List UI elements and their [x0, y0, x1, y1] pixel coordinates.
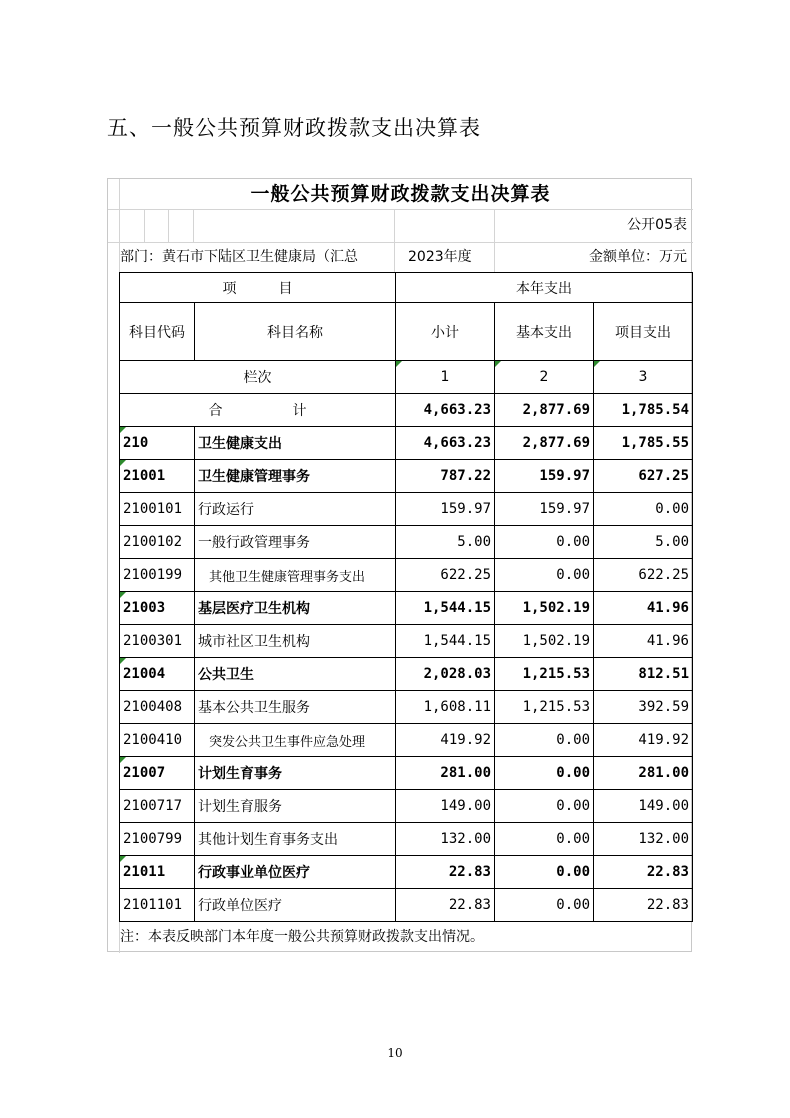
unit-label: 金额单位：万元 [589, 249, 687, 265]
row-project: 281.00 [594, 757, 693, 790]
table-row [120, 724, 693, 757]
row-basic: 0.00 [495, 757, 594, 790]
row-subtotal: 1,544.15 [396, 625, 495, 658]
column-number-3: 3 [594, 361, 693, 394]
row-basic: 0.00 [495, 526, 594, 559]
row-project: 149.00 [594, 790, 693, 823]
table-row [120, 592, 693, 625]
row-code: 21011 [120, 856, 195, 889]
row-basic: 1,502.19 [495, 592, 594, 625]
row-basic: 0.00 [495, 889, 594, 922]
row-code: 2100408 [120, 691, 195, 724]
column-number-2: 2 [495, 361, 594, 394]
cell-marker-icon [120, 427, 126, 433]
header-annual-expenditure: 本年支出 [396, 273, 693, 303]
cell-marker-icon [120, 460, 126, 466]
row-name: 突发公共卫生事件应急处理 [195, 724, 396, 757]
row-project: 812.51 [594, 658, 693, 691]
row-code: 2100101 [120, 493, 195, 526]
row-project: 419.92 [594, 724, 693, 757]
header-item: 项 目 [120, 273, 396, 303]
row-basic: 1,215.53 [495, 658, 594, 691]
table-note: 注：本表反映部门本年度一般公共预算财政拨款支出情况。 [120, 929, 484, 945]
row-basic: 0.00 [495, 856, 594, 889]
header-name: 科目名称 [195, 303, 396, 361]
row-code: 2100199 [120, 559, 195, 592]
column-number-1: 1 [396, 361, 495, 394]
row-subtotal: 4,663.23 [396, 427, 495, 460]
row-code: 2100799 [120, 823, 195, 856]
row-basic: 2,877.69 [495, 427, 594, 460]
row-name: 其他卫生健康管理事务支出 [195, 559, 396, 592]
table-row [120, 790, 693, 823]
table-row [120, 559, 693, 592]
total-subtotal: 4,663.23 [396, 394, 495, 427]
row-name: 基层医疗卫生机构 [195, 592, 396, 625]
row-code: 21004 [120, 658, 195, 691]
row-basic: 1,215.53 [495, 691, 594, 724]
row-code: 21001 [120, 460, 195, 493]
row-subtotal: 1,608.11 [396, 691, 495, 724]
row-subtotal: 281.00 [396, 757, 495, 790]
row-basic: 0.00 [495, 724, 594, 757]
row-code: 2101101 [120, 889, 195, 922]
cell-marker-icon [594, 361, 600, 367]
row-name: 计划生育事务 [195, 757, 396, 790]
row-basic: 0.00 [495, 790, 594, 823]
row-project: 627.25 [594, 460, 693, 493]
cell-marker-icon [495, 361, 501, 367]
row-subtotal: 159.97 [396, 493, 495, 526]
page-number: 10 [387, 1046, 403, 1060]
header-subtotal: 小计 [396, 303, 495, 361]
table-row [120, 757, 693, 790]
row-code: 2100410 [120, 724, 195, 757]
row-project: 1,785.55 [594, 427, 693, 460]
department-label: 部门：黄石市下陆区卫生健康局（汇总 [120, 249, 358, 265]
table-row [120, 889, 693, 922]
row-basic: 159.97 [495, 460, 594, 493]
row-code: 21007 [120, 757, 195, 790]
row-basic: 0.00 [495, 823, 594, 856]
row-subtotal: 419.92 [396, 724, 495, 757]
row-project: 622.25 [594, 559, 693, 592]
form-code: 公开05表 [627, 217, 687, 233]
row-name: 卫生健康支出 [195, 427, 396, 460]
row-name: 公共卫生 [195, 658, 396, 691]
row-subtotal: 22.83 [396, 889, 495, 922]
total-project: 1,785.54 [594, 394, 693, 427]
table-row [120, 625, 693, 658]
row-subtotal: 787.22 [396, 460, 495, 493]
row-project: 22.83 [594, 889, 693, 922]
row-subtotal: 2,028.03 [396, 658, 495, 691]
cell-marker-icon [120, 658, 126, 664]
row-subtotal: 22.83 [396, 856, 495, 889]
row-project: 22.83 [594, 856, 693, 889]
row-project: 5.00 [594, 526, 693, 559]
header-project: 项目支出 [594, 303, 693, 361]
section-heading: 五、一般公共预算财政拨款支出决算表 [107, 116, 481, 140]
row-code: 2100102 [120, 526, 195, 559]
expenditure-table [119, 272, 693, 922]
row-subtotal: 149.00 [396, 790, 495, 823]
row-code: 21003 [120, 592, 195, 625]
total-label: 合 计 [120, 394, 396, 427]
row-code: 210 [120, 427, 195, 460]
row-basic: 159.97 [495, 493, 594, 526]
row-basic: 0.00 [495, 559, 594, 592]
row-name: 城市社区卫生机构 [195, 625, 396, 658]
table-row [120, 856, 693, 889]
table-row [120, 526, 693, 559]
row-project: 0.00 [594, 493, 693, 526]
row-name: 行政事业单位医疗 [195, 856, 396, 889]
header-basic: 基本支出 [495, 303, 594, 361]
table-row [120, 823, 693, 856]
row-name: 基本公共卫生服务 [195, 691, 396, 724]
spreadsheet-area [107, 178, 692, 952]
cell-marker-icon [396, 361, 402, 367]
row-project: 132.00 [594, 823, 693, 856]
row-name: 计划生育服务 [195, 790, 396, 823]
cell-marker-icon [120, 757, 126, 763]
table-row [120, 460, 693, 493]
cell-marker-icon [120, 856, 126, 862]
table-row [120, 658, 693, 691]
row-name: 卫生健康管理事务 [195, 460, 396, 493]
table-row [120, 493, 693, 526]
row-project: 41.96 [594, 592, 693, 625]
row-subtotal: 1,544.15 [396, 592, 495, 625]
row-code: 2100717 [120, 790, 195, 823]
table-title: 一般公共预算财政拨款支出决算表 [250, 183, 551, 205]
cell-marker-icon [120, 592, 126, 598]
row-subtotal: 622.25 [396, 559, 495, 592]
row-name: 其他计划生育事务支出 [195, 823, 396, 856]
column-label: 栏次 [120, 361, 396, 394]
table-row [120, 427, 693, 460]
row-name: 一般行政管理事务 [195, 526, 396, 559]
row-code: 2100301 [120, 625, 195, 658]
row-basic: 1,502.19 [495, 625, 594, 658]
row-subtotal: 5.00 [396, 526, 495, 559]
row-name: 行政运行 [195, 493, 396, 526]
row-name: 行政单位医疗 [195, 889, 396, 922]
row-subtotal: 132.00 [396, 823, 495, 856]
year-label: 2023年度 [408, 249, 472, 265]
table-row [120, 691, 693, 724]
total-basic: 2,877.69 [495, 394, 594, 427]
row-project: 392.59 [594, 691, 693, 724]
header-code: 科目代码 [120, 303, 195, 361]
row-project: 41.96 [594, 625, 693, 658]
